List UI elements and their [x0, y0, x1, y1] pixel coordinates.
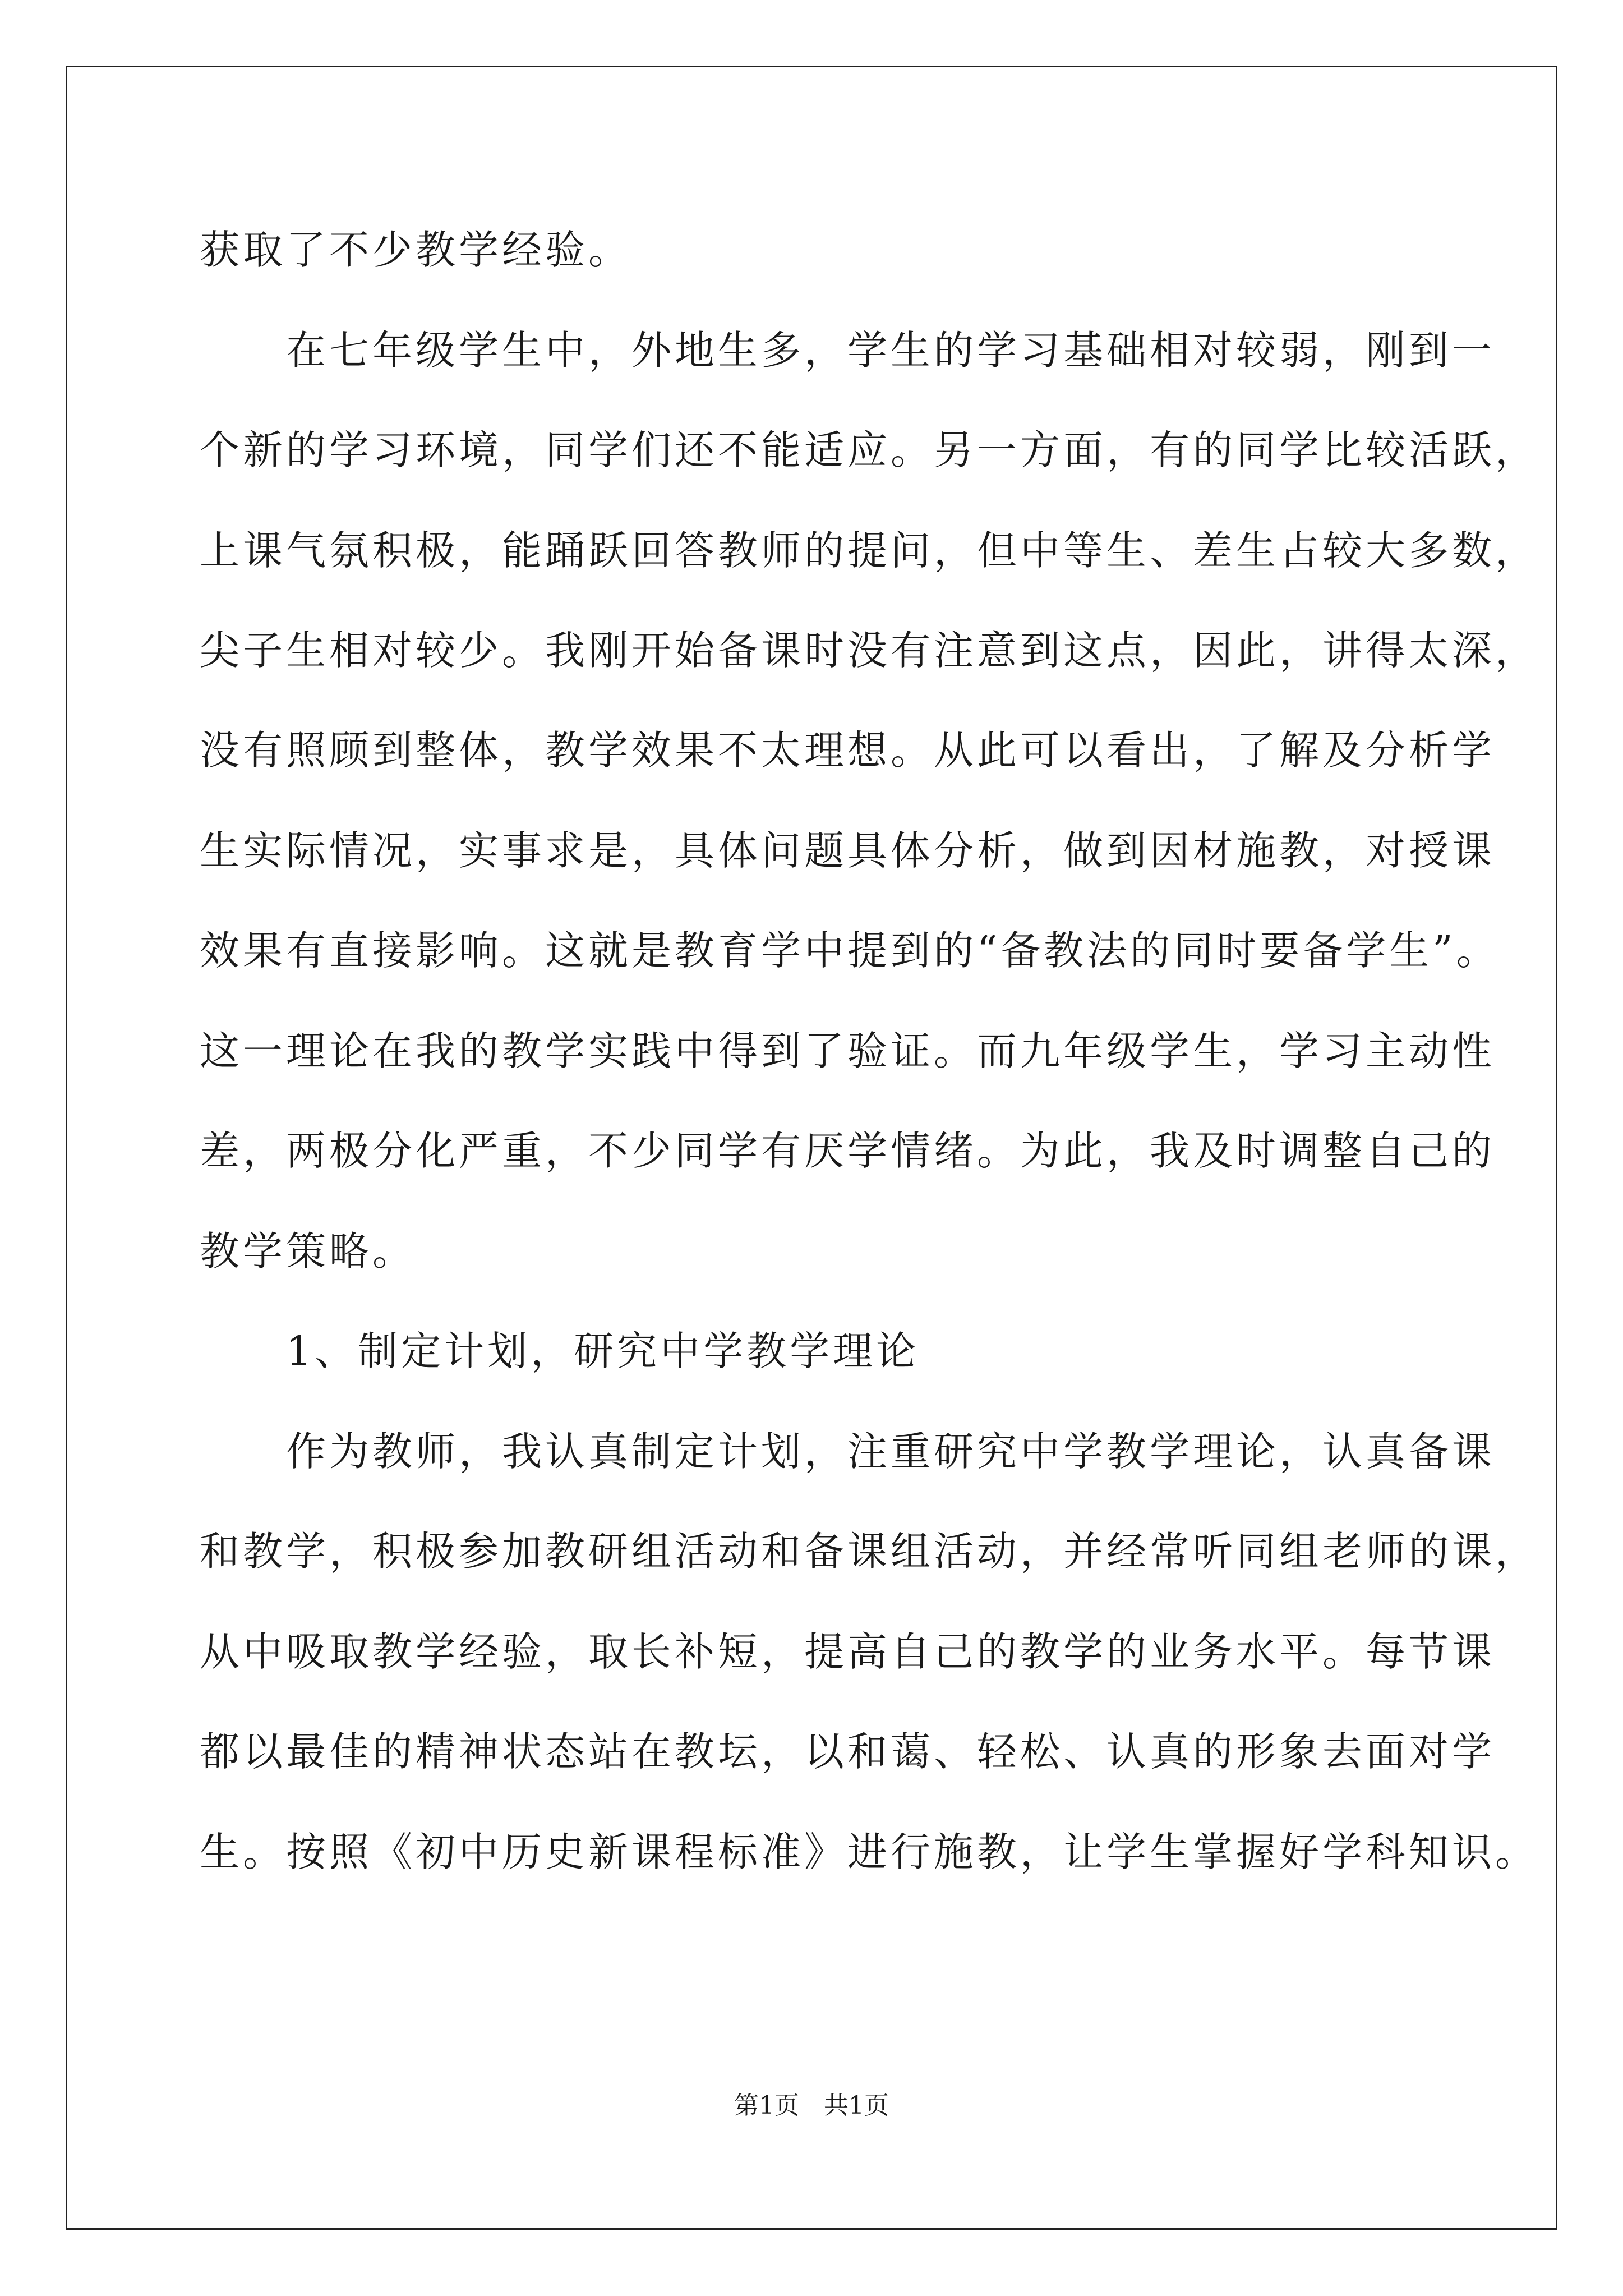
- text-line: 在七年级学生中，外地生多，学生的学习基础相对较弱，刚到一: [200, 327, 1496, 374]
- section-heading: 1、制定计划，研究中学教学理论: [200, 1328, 920, 1374]
- text-line: 上课气氛积极，能踊跃回答教师的提问，但中等生、差生占较大多数，: [200, 527, 1539, 574]
- text-line: 获取了不少教学经验。: [200, 227, 632, 273]
- text-line: 生。按照《初中历史新课程标准》进行施教，让学生掌握好学科知识。: [200, 1829, 1539, 1875]
- text-line: 没有照顾到整体，教学效果不太理想。从此可以看出，了解及分析学: [200, 727, 1496, 774]
- text-line: 这一理论在我的教学实践中得到了验证。而九年级学生，学习主动性: [200, 1028, 1496, 1074]
- text-line: 差，两极分化严重，不少同学有厌学情绪。为此，我及时调整自己的: [200, 1128, 1496, 1174]
- text-line: 教学策略。: [200, 1228, 416, 1274]
- text-line: 生实际情况，实事求是，具体问题具体分析，做到因材施教，对授课: [200, 827, 1496, 874]
- text-line: 从中吸取教学经验，取长补短，提高自己的教学的业务水平。每节课: [200, 1628, 1496, 1675]
- text-line: 个新的学习环境，同学们还不能适应。另一方面，有的同学比较活跃，: [200, 427, 1539, 473]
- text-line: 效果有直接影响。这就是教育学中提到的“备教法的同时要备学生”。: [200, 927, 1500, 974]
- text-line: 作为教师，我认真制定计划，注重研究中学教学理论，认真备课: [200, 1428, 1496, 1475]
- page-footer: 第1页 共1页: [734, 2091, 889, 2120]
- text-line: 都以最佳的精神状态站在教坛，以和蔼、轻松、认真的形象去面对学: [200, 1728, 1496, 1775]
- text-line: 尖子生相对较少。我刚开始备课时没有注意到这点，因此，讲得太深，: [200, 627, 1539, 674]
- text-line: 和教学，积极参加教研组活动和备课组活动，并经常听同组老师的课，: [200, 1528, 1539, 1575]
